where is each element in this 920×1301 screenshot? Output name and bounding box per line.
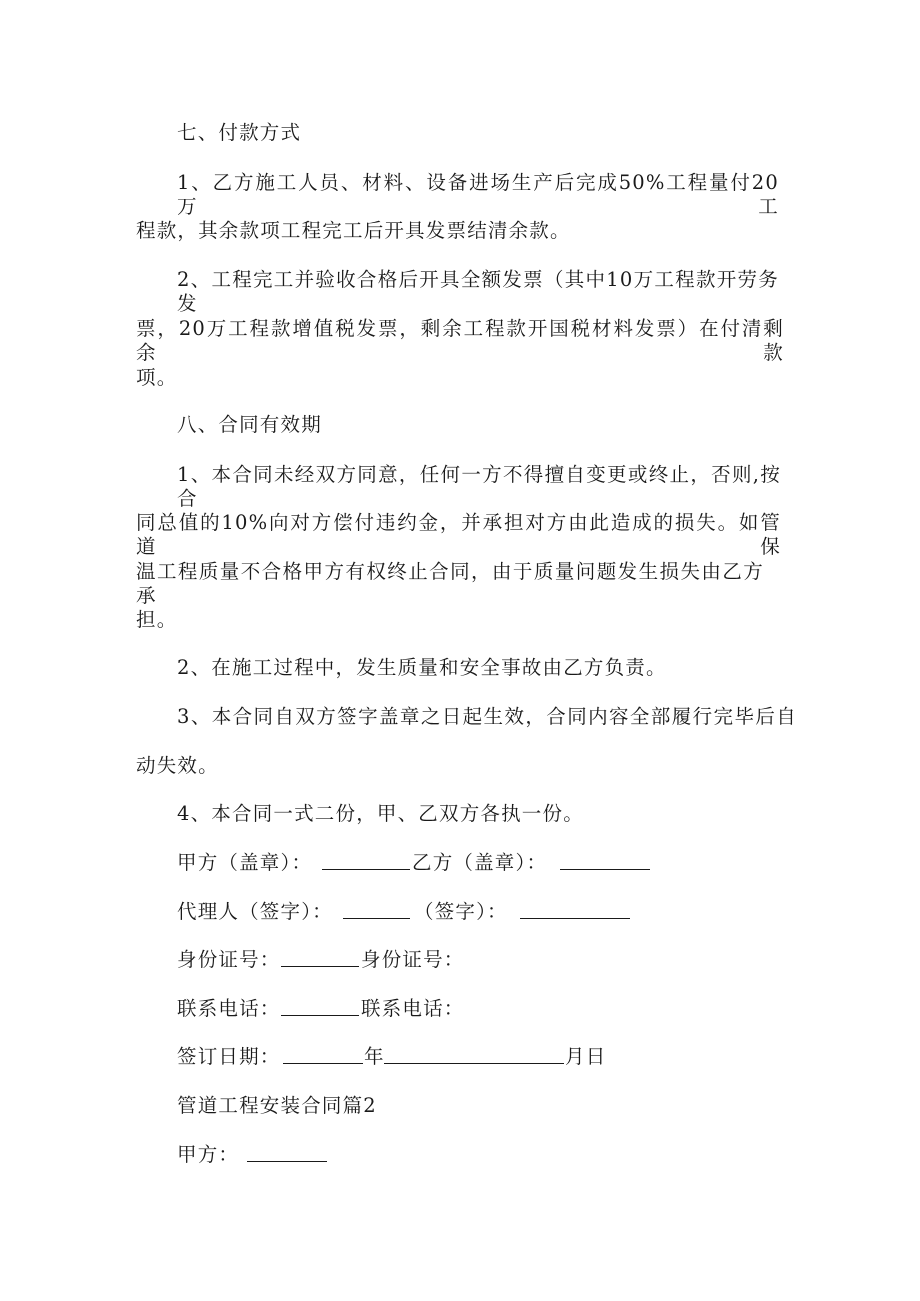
section-7-item-2-line-2: 票，20万工程款增值税发票，剩余工程款开国税材料发票）在付清剩余款 — [136, 317, 784, 364]
agent-sign-label: 代理人（签字）： — [177, 900, 333, 923]
section-7-item-1-line-1: 1、乙方施工人员、材料、设备进场生产后完成50%工程量付20万工 — [177, 171, 779, 218]
section-8-item-3-line-1: 3、本合同自双方签字盖章之日起生效，合同内容全部履行完毕后自 — [177, 705, 797, 728]
date-month-blank — [384, 1046, 564, 1064]
date-month-day-label: 月日 — [565, 1045, 607, 1068]
section-8-item-1-line-4: 担。 — [136, 608, 178, 631]
date-year-label: 年 — [364, 1045, 385, 1068]
section-8-heading: 八、合同有效期 — [177, 413, 322, 436]
phone-blank — [281, 998, 359, 1016]
section-7-item-1-line-2: 程款，其余款项工程完工后开具发票结清余款。 — [136, 219, 571, 242]
next-party-a-label: 甲方： — [177, 1143, 240, 1166]
agent-sign-blank — [343, 901, 410, 919]
party-b-seal-blank — [560, 852, 650, 870]
date-label: 签订日期： — [177, 1045, 281, 1068]
sign-blank — [520, 901, 630, 919]
section-8-item-1-line-1: 1、本合同未经双方同意，任何一方不得擅自变更或终止，否则,按合 — [177, 463, 781, 510]
date-year-blank — [283, 1046, 363, 1064]
next-section-title: 管道工程安装合同篇2 — [177, 1094, 377, 1117]
id-number-blank — [281, 949, 359, 967]
party-a-seal-label: 甲方（盖章）： — [177, 851, 313, 874]
section-8-item-2: 2、在施工过程中，发生质量和安全事故由乙方负责。 — [177, 656, 667, 679]
section-8-item-3-line-2: 动失效。 — [136, 754, 219, 777]
phone-label-2: 联系电话： — [361, 997, 465, 1020]
section-8-item-1-line-3: 温工程质量不合格甲方有权终止合同，由于质量问题发生损失由乙方承 — [136, 560, 764, 607]
phone-label-1: 联系电话： — [177, 997, 281, 1020]
party-a-seal-blank — [322, 852, 410, 870]
next-party-a-blank — [247, 1144, 327, 1162]
id-number-label-2: 身份证号： — [361, 948, 465, 971]
section-7-heading: 七、付款方式 — [177, 121, 302, 144]
id-number-label-1: 身份证号： — [177, 948, 281, 971]
party-b-seal-label: 乙方（盖章）： — [412, 851, 548, 874]
sign-label: （签字）： — [414, 900, 508, 923]
section-7-item-2-line-3: 项。 — [136, 366, 178, 389]
section-7-item-2-line-1: 2、工程完工并验收合格后开具全额发票（其中10万工程款开劳务发 — [177, 268, 779, 315]
section-8-item-4: 4、本合同一式二份，甲、乙双方各执一份。 — [177, 802, 584, 825]
section-8-item-1-line-2: 同总值的10%向对方偿付违约金，并承担对方由此造成的损失。如管道保 — [136, 511, 781, 558]
